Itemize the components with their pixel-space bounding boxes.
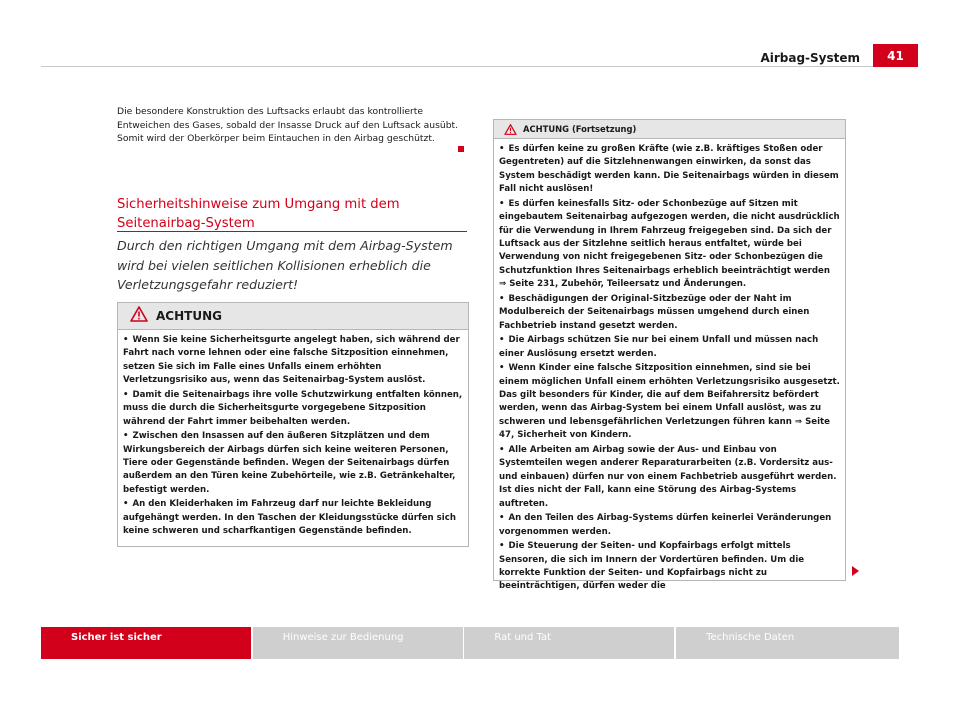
warning-continued-body bbox=[494, 139, 845, 598]
section-title: Airbag-System bbox=[760, 51, 860, 65]
warning-item: • Alle Arbeiten am Airbag sowie der Aus- und Einbau von Systemteilen wegen anderer Reparaturarbeiten (z.B. Vordersitz aus- und einbauen) dürfen nur von einem Fachbetrieb ausgeführt werden. Ist dies nicht der Fall, kann eine Störung des Airbag-Systems auftreten. bbox=[499, 444, 837, 509]
warning-item: • Die Steuerung der Seiten- und Kopfairbags erfolgt mittels Sensoren, die sich im Innern der Vordertüren befinden. Um die korrekte Funktion der Seiten- und Kopfairbags nicht zu beeinträchtigen, dürfen weder die bbox=[499, 541, 805, 592]
warning-body bbox=[118, 330, 468, 543]
tab-sicher-ist-sicher[interactable]: Sicher ist sicher bbox=[41, 627, 251, 659]
intro-paragraph: Die besondere Konstruktion des Luftsacks erlaubt das kontrollierte Entweichen des Gases, sobald der Insasse Druck auf den Luftsack ausübt. Somit wird der Oberkörper beim Eintauchen in den Airbag geschützt. bbox=[117, 106, 459, 144]
header-rule bbox=[41, 66, 918, 67]
warning-item: • Wenn Sie keine Sicherheitsgurte angelegt haben, sich während der Fahrt nach vorne lehnen oder eine falsche Sitzposition einnehmen, setzen Sie sich im Falle eines Unfalls einem erhöhten Verletzungsrisiko aus, wenn das Seitenairbag-System auslöst. bbox=[123, 335, 460, 386]
warning-continued-header bbox=[494, 120, 845, 139]
footer-nav bbox=[41, 627, 899, 659]
warning-header bbox=[118, 303, 468, 330]
subheading: Sicherheitshinweise zum Umgang mit dem Seitenairbag-System bbox=[117, 197, 400, 231]
tab-rat-und-tat[interactable]: Rat und Tat bbox=[464, 627, 674, 659]
section-end-marker bbox=[458, 146, 464, 152]
warning-box bbox=[117, 302, 469, 547]
warning-item: • An den Teilen des Airbag-Systems dürfen keinerlei Veränderungen vorgenommen werden. bbox=[499, 513, 832, 537]
warning-item: • Es dürfen keine zu großen Kräfte (wie z.B. kräftiges Stoßen oder Gegentreten) auf die Sitzlehnenwangen einwirken, da sonst das System beschädigt werden kann. Die Seitenairbags würden in diesem Fall nicht auslösen! bbox=[499, 144, 839, 195]
warning-item: • Zwischen den Insassen auf den äußeren Sitzplätzen und dem Wirkungsbereich der Airbags dürfen sich keine weiteren Personen, Tiere oder Gegenstände befinden. Wegen der Seitenairbags dürfen außerdem an den Türen keine Zubehörteile, wie z.B. Getränkehalter, befestigt werden. bbox=[123, 431, 456, 495]
warning-item: • Es dürfen keinesfalls Sitz- oder Schonbezüge auf Sitzen mit eingebautem Seitenairbag aufgezogen werden, die nicht ausdrücklich für die Verwendung in Ihrem Fahrzeug freigegeben sind. Da sich der Luftsack aus der Sitzlehne seitlich heraus entfaltet, würde bei Verwendung von nicht freigegebenen Sitz- oder Schonbezügen die Schutzfunktion Ihres Seitenairbags erheblich beeinträchtigt werden ⇒ Seite 231, Zubehör, Teileersatz und Änderungen. bbox=[499, 198, 840, 290]
tab-hinweise-zur-bedienung[interactable]: Hinweise zur Bedienung bbox=[253, 627, 463, 659]
tab-technische-daten[interactable]: Technische Daten bbox=[676, 627, 899, 659]
page-number: 41 bbox=[873, 44, 918, 67]
warning-item: • Damit die Seitenairbags ihre volle Schutzwirkung entfalten können, muss die durch die Sicherheitsgurte vorgegebene Sitzposition während der Fahrt immer beibehalten werden. bbox=[123, 389, 463, 427]
warning-icon bbox=[504, 120, 517, 139]
warning-continued-box bbox=[493, 119, 846, 592]
continue-arrow-icon bbox=[852, 566, 859, 576]
subheading-rule bbox=[117, 231, 467, 232]
warning-icon bbox=[130, 306, 148, 326]
warning-item: • Die Airbags schützen Sie nur bei einem Unfall und müssen nach einer Auslösung ersetzt werden. bbox=[499, 335, 819, 359]
warning-item: • Beschädigungen der Original-Sitzbezüge oder der Naht im Modulbereich der Seitenairbags müssen umgehend durch einen Fachbetrieb instand gesetzt werden. bbox=[499, 293, 810, 331]
warning-title: ACHTUNG bbox=[156, 309, 222, 323]
lead-text: Durch den richtigen Umgang mit dem Airbag-System wird bei vielen seitlichen Kollisionen erheblich die Verletzungsgefahr reduziert! bbox=[117, 238, 453, 293]
warning-item: • An den Kleiderhaken im Fahrzeug darf nur leichte Bekleidung aufgehängt werden. In den Taschen der Kleidungsstücke dürfen sich keine schweren und scharfkantigen Gegenstände befinden. bbox=[123, 499, 456, 537]
warning-item: • Wenn Kinder eine falsche Sitzposition einnehmen, sind sie bei einem möglichen Unfall einem erhöhten Verletzungsrisiko ausgesetzt. Das gilt besonders für Kinder, die auf dem Beifahrersitz befördert werden, wenn das Airbag-System bei einem Unfall auslöst, was zu schweren und lebensgefährlichen Verletzungen führen kann ⇒ Seite 47, Sicherheit von Kindern. bbox=[499, 363, 840, 441]
warning-continued-title: ACHTUNG (Fortsetzung) bbox=[523, 124, 637, 134]
